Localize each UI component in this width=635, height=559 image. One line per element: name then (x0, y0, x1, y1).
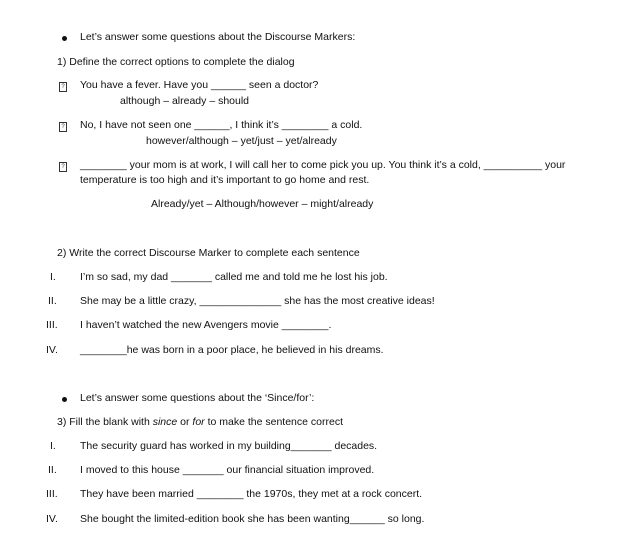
dialog-line-3a: ________ your mom is at work, I will call her to come pick you up. You think it’s a cold, __________ your (80, 159, 566, 171)
list-number: III. (46, 488, 58, 500)
dialog-line-2: No, I have not seen one ______, I think it’s ________ a cold. (80, 119, 363, 131)
dialog-options-2: however/although – yet/just – yet/already (146, 135, 337, 147)
list-item: She bought the limited-edition book she has been wanting______ so long. (80, 513, 425, 525)
list-item: I’m so sad, my dad _______ called me and told me he lost his job. (80, 271, 388, 283)
missing-glyph-icon: ? (59, 122, 67, 132)
list-number: IV. (46, 513, 58, 525)
question3-prefix: 3) Fill the blank with (57, 416, 153, 428)
section3-heading: Let’s answer some questions about the ‘Since/for’: (80, 392, 315, 404)
dialog-options-3: Already/yet – Although/however – might/already (151, 198, 374, 210)
list-number: II. (48, 295, 57, 307)
missing-glyph-icon: ? (59, 162, 67, 172)
list-number: IV. (46, 344, 58, 356)
question3-since: since (152, 416, 178, 428)
dialog-line-3b: temperature is too high and it’s important to go home and rest. (80, 174, 370, 186)
question1-title: 1) Define the correct options to complete the dialog (57, 56, 295, 68)
question3-suffix: to make the sentence correct (204, 416, 343, 428)
list-item: She may be a little crazy, ______________ she has the most creative ideas! (80, 295, 435, 307)
list-item: The security guard has worked in my building_______ decades. (80, 440, 378, 452)
missing-glyph-icon: ? (59, 82, 67, 92)
section1-heading: Let’s answer some questions about the Discourse Markers: (80, 31, 356, 43)
list-item: I haven’t watched the new Avengers movie ________. (80, 319, 332, 331)
question2-title: 2) Write the correct Discourse Marker to complete each sentence (57, 247, 360, 259)
dialog-options-1: although – already – should (120, 95, 250, 107)
bullet-icon (62, 397, 67, 402)
list-number: I. (50, 440, 56, 452)
list-number: I. (50, 271, 56, 283)
list-item: They have been married ________ the 1970s, they met at a rock concert. (80, 488, 423, 500)
question3-for: for (192, 416, 205, 428)
list-item: ________he was born in a poor place, he believed in his dreams. (80, 344, 384, 356)
list-number: III. (46, 319, 58, 331)
question3-title (57, 416, 343, 430)
list-number: II. (48, 464, 57, 476)
bullet-icon (62, 36, 67, 41)
list-item: I moved to this house _______ our financial situation improved. (80, 464, 375, 476)
question3-or: or (177, 416, 193, 428)
dialog-line-1: You have a fever. Have you ______ seen a doctor? (80, 79, 319, 91)
